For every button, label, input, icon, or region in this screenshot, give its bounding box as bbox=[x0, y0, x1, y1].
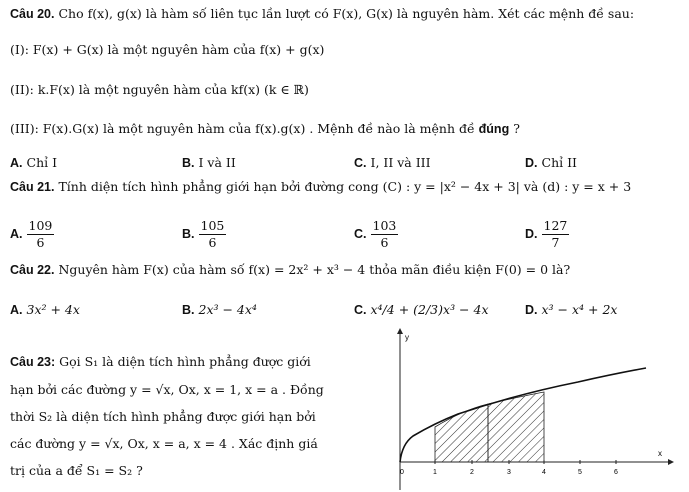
q20-emphasis: đúng bbox=[478, 122, 510, 136]
q22-stem-line bbox=[10, 262, 570, 277]
x-axis-arrow bbox=[668, 459, 674, 465]
q23-line-1 bbox=[10, 348, 350, 376]
q22-option-b[interactable] bbox=[182, 302, 257, 317]
q23-block bbox=[10, 348, 350, 484]
q22-label: Câu 22. bbox=[10, 263, 55, 277]
numerator: 103 bbox=[372, 218, 397, 233]
q20-option-d[interactable] bbox=[525, 155, 577, 170]
q20-label: Câu 20. bbox=[10, 7, 55, 21]
q21-stem: Tính diện tích hình phẳng giới hạn bởi đường cong (C) : y = |x² − 4x + 3| và (d) : y = x + 3 bbox=[58, 179, 632, 194]
tick-label-1: 1 bbox=[433, 469, 437, 476]
tick-label-5: 5 bbox=[578, 469, 582, 476]
tick-label-0: 0 bbox=[400, 469, 404, 476]
option-key: D. bbox=[525, 156, 538, 170]
option-key: A. bbox=[10, 303, 23, 317]
option-text: x³ − x⁴ + 2x bbox=[541, 302, 618, 317]
q23-line-5: trị của a để S₁ = S₂ ? bbox=[10, 463, 143, 478]
option-key: C. bbox=[354, 227, 367, 241]
tick-label-3: 3 bbox=[507, 469, 511, 476]
option-key: C. bbox=[354, 156, 367, 170]
q22-option-a[interactable] bbox=[10, 302, 80, 317]
q20-statement-1: (I): F(x) + G(x) là một nguyên hàm của f(x) + g(x) bbox=[10, 42, 325, 57]
q23-line-4: các đường y = √x, Ox, x = a, x = 4 . Xác định giá bbox=[10, 436, 318, 451]
option-fraction bbox=[27, 218, 55, 251]
option-key: B. bbox=[182, 303, 195, 317]
q22-option-d[interactable] bbox=[525, 302, 617, 317]
q21-label: Câu 21. bbox=[10, 180, 55, 194]
q21-option-a[interactable] bbox=[10, 218, 54, 251]
q20-option-c[interactable] bbox=[354, 155, 431, 170]
q20-stem-line bbox=[10, 6, 634, 21]
tick-label-2: 2 bbox=[470, 469, 474, 476]
q21-stem-line bbox=[10, 179, 631, 194]
option-key: A. bbox=[10, 227, 23, 241]
q21-option-d[interactable] bbox=[525, 218, 569, 251]
option-key: B. bbox=[182, 227, 195, 241]
denominator: 7 bbox=[551, 235, 560, 250]
denominator: 6 bbox=[208, 235, 217, 250]
q21-option-c[interactable] bbox=[354, 218, 398, 251]
option-text: I, II và III bbox=[370, 155, 431, 170]
q21-option-b[interactable] bbox=[182, 218, 226, 251]
y-axis-label: y bbox=[405, 333, 409, 342]
option-text: 3x² + 4x bbox=[26, 302, 80, 317]
q20-question-mark: ? bbox=[513, 121, 520, 136]
y-axis-arrow bbox=[397, 328, 403, 334]
x-axis-label: x bbox=[658, 449, 662, 458]
q20-option-a[interactable] bbox=[10, 155, 57, 170]
q22-option-c[interactable] bbox=[354, 302, 489, 317]
q20-statement-3-text: (III): F(x).G(x) là một nguyên hàm của f(x).g(x) . Mệnh đề nào là mệnh đề bbox=[10, 121, 475, 136]
q20-option-b[interactable] bbox=[182, 155, 236, 170]
tick-label-4: 4 bbox=[542, 469, 546, 476]
sqrt-graph bbox=[378, 322, 678, 492]
option-text: I và II bbox=[198, 155, 236, 170]
numerator: 127 bbox=[543, 218, 568, 233]
option-key: B. bbox=[182, 156, 195, 170]
option-text: Chỉ I bbox=[26, 155, 58, 170]
q23-line-2: hạn bởi các đường y = √x, Ox, x = 1, x = a . Đồng bbox=[10, 382, 324, 397]
q23-line-3: thời S₂ là diện tích hình phẳng được giới hạn bởi bbox=[10, 409, 316, 424]
option-key: D. bbox=[525, 227, 538, 241]
numerator: 109 bbox=[28, 218, 53, 233]
option-key: A. bbox=[10, 156, 23, 170]
q20-statement-3 bbox=[10, 121, 520, 136]
option-text: 2x³ − 4x⁴ bbox=[198, 302, 257, 317]
q23-text: Gọi S₁ là diện tích hình phẳng được giới bbox=[59, 354, 311, 369]
q22-stem: Nguyên hàm F(x) của hàm số f(x) = 2x² + x³ − 4 thỏa mãn điều kiện F(0) = 0 là? bbox=[58, 262, 571, 277]
option-text: x⁴/4 + (2/3)x³ − 4x bbox=[370, 302, 489, 317]
option-text: Chỉ II bbox=[541, 155, 577, 170]
denominator: 6 bbox=[36, 235, 45, 250]
q20-statement-2: (II): k.F(x) là một nguyên hàm của kf(x) (k ∈ ℝ) bbox=[10, 82, 309, 97]
numerator: 105 bbox=[200, 218, 225, 233]
option-key: C. bbox=[354, 303, 367, 317]
denominator: 6 bbox=[380, 235, 389, 250]
q23-label: Câu 23: bbox=[10, 355, 56, 369]
option-key: D. bbox=[525, 303, 538, 317]
option-fraction bbox=[542, 218, 570, 251]
option-fraction bbox=[371, 218, 399, 251]
q20-stem: Cho f(x), g(x) là hàm số liên tục lần lượt có F(x), G(x) là nguyên hàm. Xét các mệnh đề sau: bbox=[58, 6, 635, 21]
option-fraction bbox=[199, 218, 227, 251]
tick-label-6: 6 bbox=[614, 469, 618, 476]
